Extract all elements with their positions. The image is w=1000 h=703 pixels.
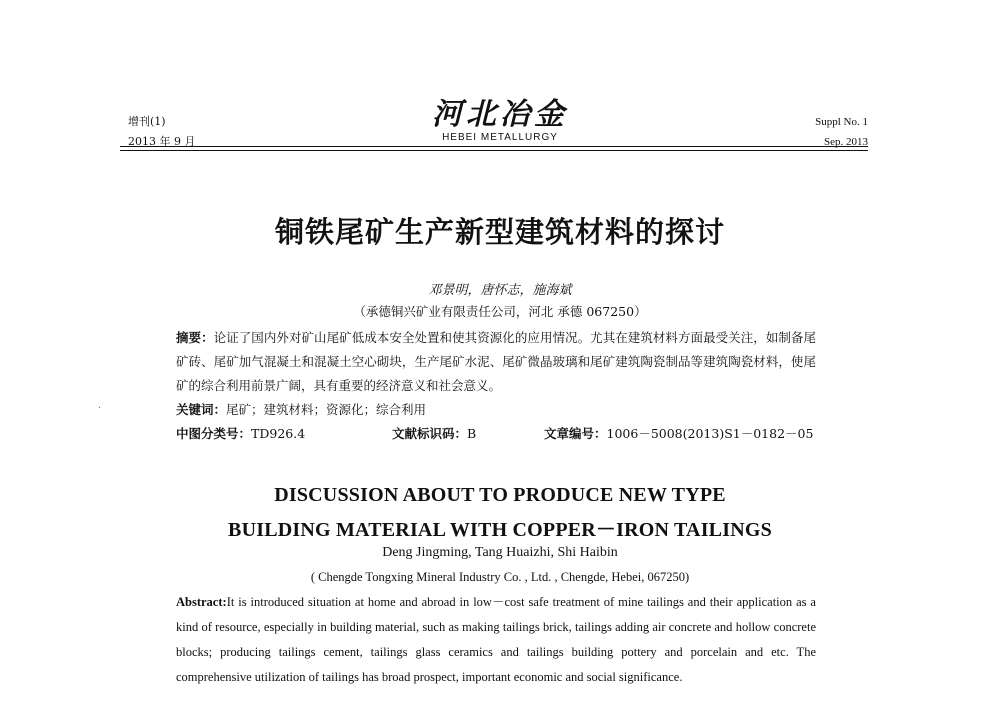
chinese-authors: 邓景明，唐怀志，施海斌 bbox=[428, 283, 572, 298]
chinese-abstract-text: 论证了国内外对矿山尾矿低成本安全处置和使其资源化的应用情况。尤其在建筑材料方面最受关注，如制备尾矿砖、尾矿加气混凝土和混凝土空心砌块，生产尾矿水泥、尾矿微晶玻璃和尾矿建筑陶瓷制品等建筑陶瓷材料，使尾矿的综合利用前景广阔，具有重要的经济意义和社会意义。 bbox=[176, 330, 816, 393]
header-supplement-en: Suppl No. 1 bbox=[815, 116, 868, 128]
document-code bbox=[392, 424, 476, 442]
clc-number bbox=[176, 424, 305, 442]
english-title-line2: BUILDING MATERIAL WITH COPPER－IRON TAILINGS bbox=[228, 519, 772, 541]
english-abstract-label: Abstract: bbox=[176, 595, 227, 609]
clc-value: TD926.4 bbox=[251, 426, 306, 441]
journal-logo-en: HEBEI METALLURGY bbox=[442, 132, 558, 143]
chinese-keywords-text: 尾矿；建筑材料；资源化；综合利用 bbox=[226, 402, 427, 417]
header-rule-thick bbox=[120, 146, 868, 147]
margin-mark: · bbox=[98, 403, 102, 414]
chinese-abstract bbox=[176, 326, 816, 398]
chinese-keywords-label: 关键词： bbox=[176, 402, 227, 417]
english-affiliation: ( Chengde Tongxing Mineral Industry Co. , Ltd. , Chengde, Hebei, 067250) bbox=[310, 570, 690, 584]
header-rule-thin bbox=[120, 150, 868, 151]
english-authors: Deng Jingming, Tang Huaizhi, Shi Haibin bbox=[382, 545, 618, 560]
chinese-keywords bbox=[176, 400, 426, 418]
article-no-value: 1006－5008(2013)S1－0182－05 bbox=[606, 426, 814, 441]
english-abstract bbox=[176, 590, 816, 690]
english-title-line1: DISCUSSION ABOUT TO PRODUCE NEW TYPE bbox=[274, 484, 726, 506]
chinese-title: 铜铁尾矿生产新型建筑材料的探讨 bbox=[274, 215, 725, 249]
chinese-affiliation: （承德铜兴矿业有限责任公司，河北 承德 067250） bbox=[353, 304, 647, 319]
clc-label: 中图分类号： bbox=[176, 426, 252, 441]
article-no-label: 文章编号： bbox=[544, 426, 607, 441]
header-supplement: 增刊(1) bbox=[128, 115, 166, 128]
journal-logo: 河北冶金 bbox=[432, 97, 568, 132]
chinese-abstract-label: 摘要： bbox=[176, 330, 214, 345]
header-date-cn: 2013 年 9 月 bbox=[128, 135, 196, 148]
article-number bbox=[544, 424, 813, 442]
doc-code-label: 文献标识码： bbox=[392, 426, 468, 441]
doc-code-value: B bbox=[467, 426, 477, 441]
header-date-en: Sep. 2013 bbox=[824, 136, 868, 148]
english-abstract-text: It is introduced situation at home and abroad in low－cost safe treatment of mine tailings and their application as a kind of resource, especially in building material, such as making tailings brick, tailings adding air concrete and hollow concrete blocks; producing tailings cement, tailings glass ceramics and tailings building pottery and porcelain and etc. The comprehensive utilization of tailings has broad prospect, important economic and social significance. bbox=[176, 595, 816, 684]
